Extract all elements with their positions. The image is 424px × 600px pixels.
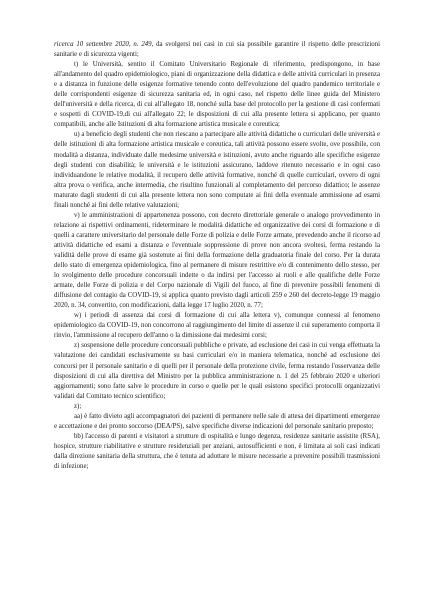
paragraph-bb: bb) l'accesso di parenti e visitatori a strutture di ospitalità e lungo degenza, residenze sanitarie assistite (RSA), hospice, strutture riabilitative e strutture residenziali per anziani, autosufficienti e non, è limitata ai soli casi indicati dalla direzione sanitaria della struttura, che è tenuta ad adottare le misure necessarie a prevenire possibili trasmissioni di infezione; <box>54 432 380 470</box>
paragraph-z: z) sospensione delle procedure concorsuali pubbliche e private, ad esclusione dei casi in cui venga effettuata la valutazione dei candidati esclusivamente su basi curriculari e/o in maniera telematica, nonché ad esclusione dei concorsi per il personale sanitario e di quelli per il personale della protezione civile, ferma restando l'osservanza delle disposizioni di cui alla direttiva del Ministro per la pubblica amministrazione n. 1 del 25 febbraio 2020 e ulteriori aggiornamenti; sono fatte salve le procedure in corso e quelle per le quali esistono specifici protocolli organizzativi validati dal Comitato tecnico scientifico; <box>54 342 380 400</box>
paragraph-aa: aa) è fatto divieto agli accompagnatori dei pazienti di permanere nelle sale di attesa dei dipartimenti emergenze e accettazione e dei pronto soccorso (DEA/PS), salve specifiche diverse indicazioni del personale sanitario preposto; <box>54 412 380 430</box>
paragraph-w: w) i periodi di assenza dai corsi di formazione di cui alla lettera v), comunque connessi al fenomeno epidemiologico da COVID-19, non concorrono al raggiungimento del limite di assenze il cui superamento comporta il rinvio, l'ammissione al recupero dell'anno o la dimissione dai medesimi corsi; <box>54 312 380 340</box>
paragraph-v: v) le amministrazioni di appartenenza possono, con decreto direttoriale generale o analogo provvedimento in relazione ai rispettivi ordinamenti, rideterminare le modalità didattiche ed organizzative dei corsi di formazione e di quelli a carattere universitario del personale delle Forze di polizia e delle Forze armate, prevedendo anche il ricorso ad attività didattiche ed esami a distanza e l'eventuale soppressione di prove non ancora svoltesi, ferma restando la validità delle prove di esame già sostenute ai fini della formazione della graduatoria finale del corso. Per la durata dello stato di emergenza epidemiologica, fino al permanere di misure restrittive e/o di contenimento dello stesso, per lo svolgimento delle procedure concorsuali indette o da indirsi per l'accesso ai ruoli e alle qualifiche delle Forze armate, delle Forze di polizia e del Corpo nazionale di Vigili del fuoco, al fine di prevenire possibili fenomeni di diffusione del contagio da COVID-19, si applica quanto previsto dagli articoli 259 e 260 del decreto-legge 19 maggio 2020, n. 34, convertito, con modificazioni, dalla legge 17 luglio 2020, n. 77; <box>54 211 380 310</box>
paragraph-t: t) le Università, sentito il Comitato Universitario Regionale di riferimento, predispongono, in base all'andamento del quadro epidemiologico, piani di organizzazione della didattica e delle attività curriculari in presenza e a distanza in funzione delle esigenze formative tenendo conto dell'evoluzione del quadro pandemico territoriale e delle corrispondenti esigenze di sicurezza sanitaria ed, in ogni caso, nel rispetto delle linee guida del Ministero dell'università e della ricerca, di cui all'allegato 18, nonché sulla base del protocollo per la gestione di casi confermati e sospetti di COVID-19,di cui all'allegato 22; le disposizioni di cui alla presente lettera si applicano, per quanto compatibili, anche alle Istituzioni di alta formazione artistica musicale e coreutica; <box>54 61 380 129</box>
paragraph-z-placeholder: z); <box>74 402 82 410</box>
paragraph-s-continuation <box>54 40 380 60</box>
decree-reference: ricerca 10 settembre 2020, n. 249, <box>54 41 154 48</box>
paragraph-u: u) a beneficio degli studenti che non riescano a partecipare alle attività didattiche o curriculari delle università e delle istituzioni di alta formazione artistica musicale e coreutica, tali attività possono essere svolte, ove possibile, con modalità a distanza, individuate dalle medesime università e istituzioni, avuto anche riguardo alle specifiche esigenze degli studenti con disabilità; le università e le istituzioni assicurano, laddove ritenuto necessario e in ogni caso individuandone le relative modalità, il recupero delle attività formative, nonché di quelle curriculari, ovvero di ogni altra prova o verifica, anche intermedia, che risultino funzionali al completamento del percorso didattico; le assenze maturate dagli studenti di cui alla presente lettera non sono computate ai fini della eventuale ammissione ad esami finali nonché ai fini delle relative valutazioni; <box>54 131 380 209</box>
paragraph-text: da svolgersi nei casi in cui sia possibile garantire il rispetto delle prescrizioni sanitarie e di sicurezza vigenti; <box>54 41 380 59</box>
